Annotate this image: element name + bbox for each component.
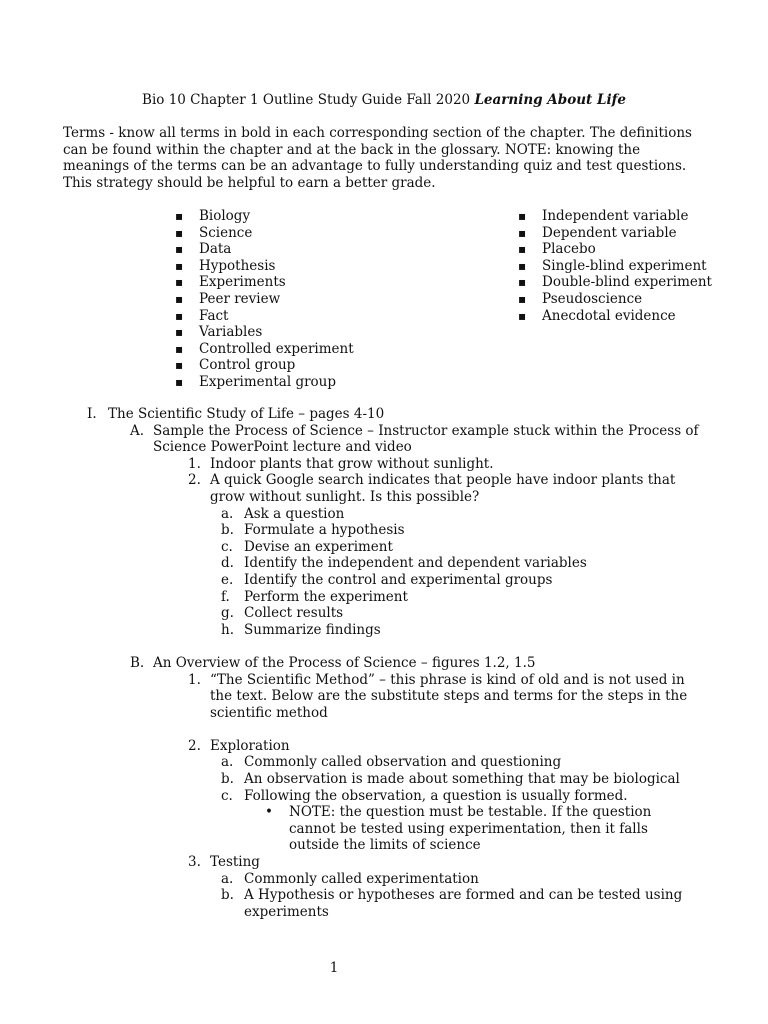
term-item: ▪ Placebo xyxy=(518,241,718,258)
outline-item xyxy=(188,472,705,505)
outline-subitem xyxy=(221,538,704,556)
term-item: ▪ Anecdotal evidence xyxy=(518,308,718,325)
outline-marker: f. xyxy=(221,588,230,605)
term-item: ▪ Hypothesis xyxy=(175,258,475,275)
outline-text: Commonly called observation and questioning xyxy=(244,754,562,771)
outline-marker: B. xyxy=(130,654,145,671)
outline-text: NOTE: the question must be testable. If the question cannot be tested using experimentation, then it falls outside the limits of science xyxy=(289,804,652,854)
outline-text: Identify the control and experimental groups xyxy=(244,571,553,588)
outline-subitem xyxy=(221,605,704,622)
outline-text: An Overview of the Process of Science – figures 1.2, 1.5 xyxy=(153,654,536,671)
outline-subitem xyxy=(221,787,704,805)
outline-subitem xyxy=(221,588,704,606)
outline-subitem xyxy=(221,754,704,771)
outline-item xyxy=(188,455,705,473)
term-item: ▪ Single-blind experiment xyxy=(518,258,718,275)
spacer xyxy=(0,721,768,738)
outline xyxy=(0,406,768,920)
outline-subitem xyxy=(221,522,704,539)
outline-item xyxy=(188,854,705,871)
outline-subitem xyxy=(221,571,704,589)
outline-text: Exploration xyxy=(210,737,290,754)
outline-marker: 2. xyxy=(188,737,201,754)
outline-marker: b. xyxy=(221,887,234,904)
outline-subitem xyxy=(221,887,704,920)
term-item: ▪ Data xyxy=(175,241,475,258)
term-item: ▪ Variables xyxy=(175,324,475,341)
outline-text: A Hypothesis or hypotheses are formed and can be tested using experiments xyxy=(244,887,683,920)
intro-paragraph: Terms - know all terms in bold in each corresponding section of the chapter. The definitions can be found within the chapter and at the back in the glossary. NOTE: knowing the meanings of the terms can be an advantage to fully understanding quiz and test questions. This strategy should be helpful to earn a better grade. xyxy=(63,125,692,191)
term-item: ▪ Double-blind experiment xyxy=(518,274,718,291)
outline-marker: a. xyxy=(221,870,234,887)
outline-marker: d. xyxy=(221,555,234,572)
outline-text: Perform the experiment xyxy=(244,588,408,605)
outline-item xyxy=(188,671,705,722)
outline-marker: 1. xyxy=(188,671,201,688)
outline-subsection xyxy=(130,654,703,672)
term-item: ▪ Control group xyxy=(175,357,475,374)
outline-text: The Scientific Study of Life – pages 4-10 xyxy=(108,406,385,422)
outline-text: Following the observation, a question is usually formed. xyxy=(244,787,628,804)
outline-text: A quick Google search indicates that people have indoor plants that grow without sunlight. Is this possible? xyxy=(210,472,676,505)
outline-text: Sample the Process of Science – Instructor example stuck within the Process of Science PowerPoint lecture and video xyxy=(153,422,699,456)
outline-marker: a. xyxy=(221,754,234,771)
outline-marker: c. xyxy=(221,787,233,804)
outline-subsection xyxy=(130,422,703,456)
outline-marker: a. xyxy=(221,505,234,522)
outline-text: Commonly called experimentation xyxy=(244,870,479,887)
term-item: ▪ Dependent variable xyxy=(518,225,718,242)
outline-subitem xyxy=(221,771,704,788)
title-main: Bio 10 Chapter 1 Outline Study Guide Fall 2020 xyxy=(142,92,475,108)
term-item: ▪ Experiments xyxy=(175,274,475,291)
outline-marker: 3. xyxy=(188,854,201,871)
term-item: ▪ Science xyxy=(175,225,475,242)
outline-marker: 1. xyxy=(188,455,201,472)
outline-text: Identify the independent and dependent variables xyxy=(244,555,587,572)
term-item: ▪ Independent variable xyxy=(518,208,718,225)
term-item: ▪ Fact xyxy=(175,308,475,325)
outline-text: Testing xyxy=(210,854,260,871)
outline-section-heading xyxy=(87,406,768,423)
term-item: ▪ Experimental group xyxy=(175,374,475,391)
terms-list-right xyxy=(518,208,718,324)
outline-marker: e. xyxy=(221,571,234,588)
term-item: ▪ Peer review xyxy=(175,291,475,308)
outline-marker: I. xyxy=(87,406,97,422)
outline-text: Summarize findings xyxy=(244,621,381,638)
outline-text: An observation is made about something that may be biological xyxy=(244,771,680,788)
term-item: ▪ Pseudoscience xyxy=(518,291,718,308)
outline-marker: h. xyxy=(221,621,234,638)
term-item: ▪ Biology xyxy=(175,208,475,225)
outline-text: Devise an experiment xyxy=(244,538,393,555)
outline-marker: b. xyxy=(221,522,234,539)
outline-text: Indoor plants that grow without sunlight. xyxy=(210,455,494,472)
outline-subitem xyxy=(221,621,704,639)
outline-text: Formulate a hypothesis xyxy=(244,522,405,539)
page-number: 1 xyxy=(329,960,339,976)
outline-marker: 2. xyxy=(188,472,201,489)
spacer xyxy=(0,638,768,655)
outline-subitem xyxy=(221,870,704,888)
outline-text: “The Scientific Method” – this phrase is kind of old and is not used in the text. Below are the substitute steps and terms for the steps in the scientific method xyxy=(210,671,688,721)
bullet-marker: • xyxy=(265,804,273,821)
outline-text: Ask a question xyxy=(244,505,345,522)
outline-subitem xyxy=(221,505,704,523)
outline-text: Collect results xyxy=(244,605,344,622)
outline-marker: c. xyxy=(221,538,233,555)
outline-marker: A. xyxy=(130,422,145,439)
document-title xyxy=(0,92,768,109)
term-item: ▪ Controlled experiment xyxy=(175,341,475,358)
outline-marker: g. xyxy=(221,605,234,622)
terms-list-left xyxy=(175,208,475,391)
outline-note xyxy=(265,804,669,854)
outline-item xyxy=(188,737,705,755)
title-emphasis: Learning About Life xyxy=(474,92,626,108)
outline-marker: b. xyxy=(221,771,234,788)
outline-subitem xyxy=(221,555,704,572)
